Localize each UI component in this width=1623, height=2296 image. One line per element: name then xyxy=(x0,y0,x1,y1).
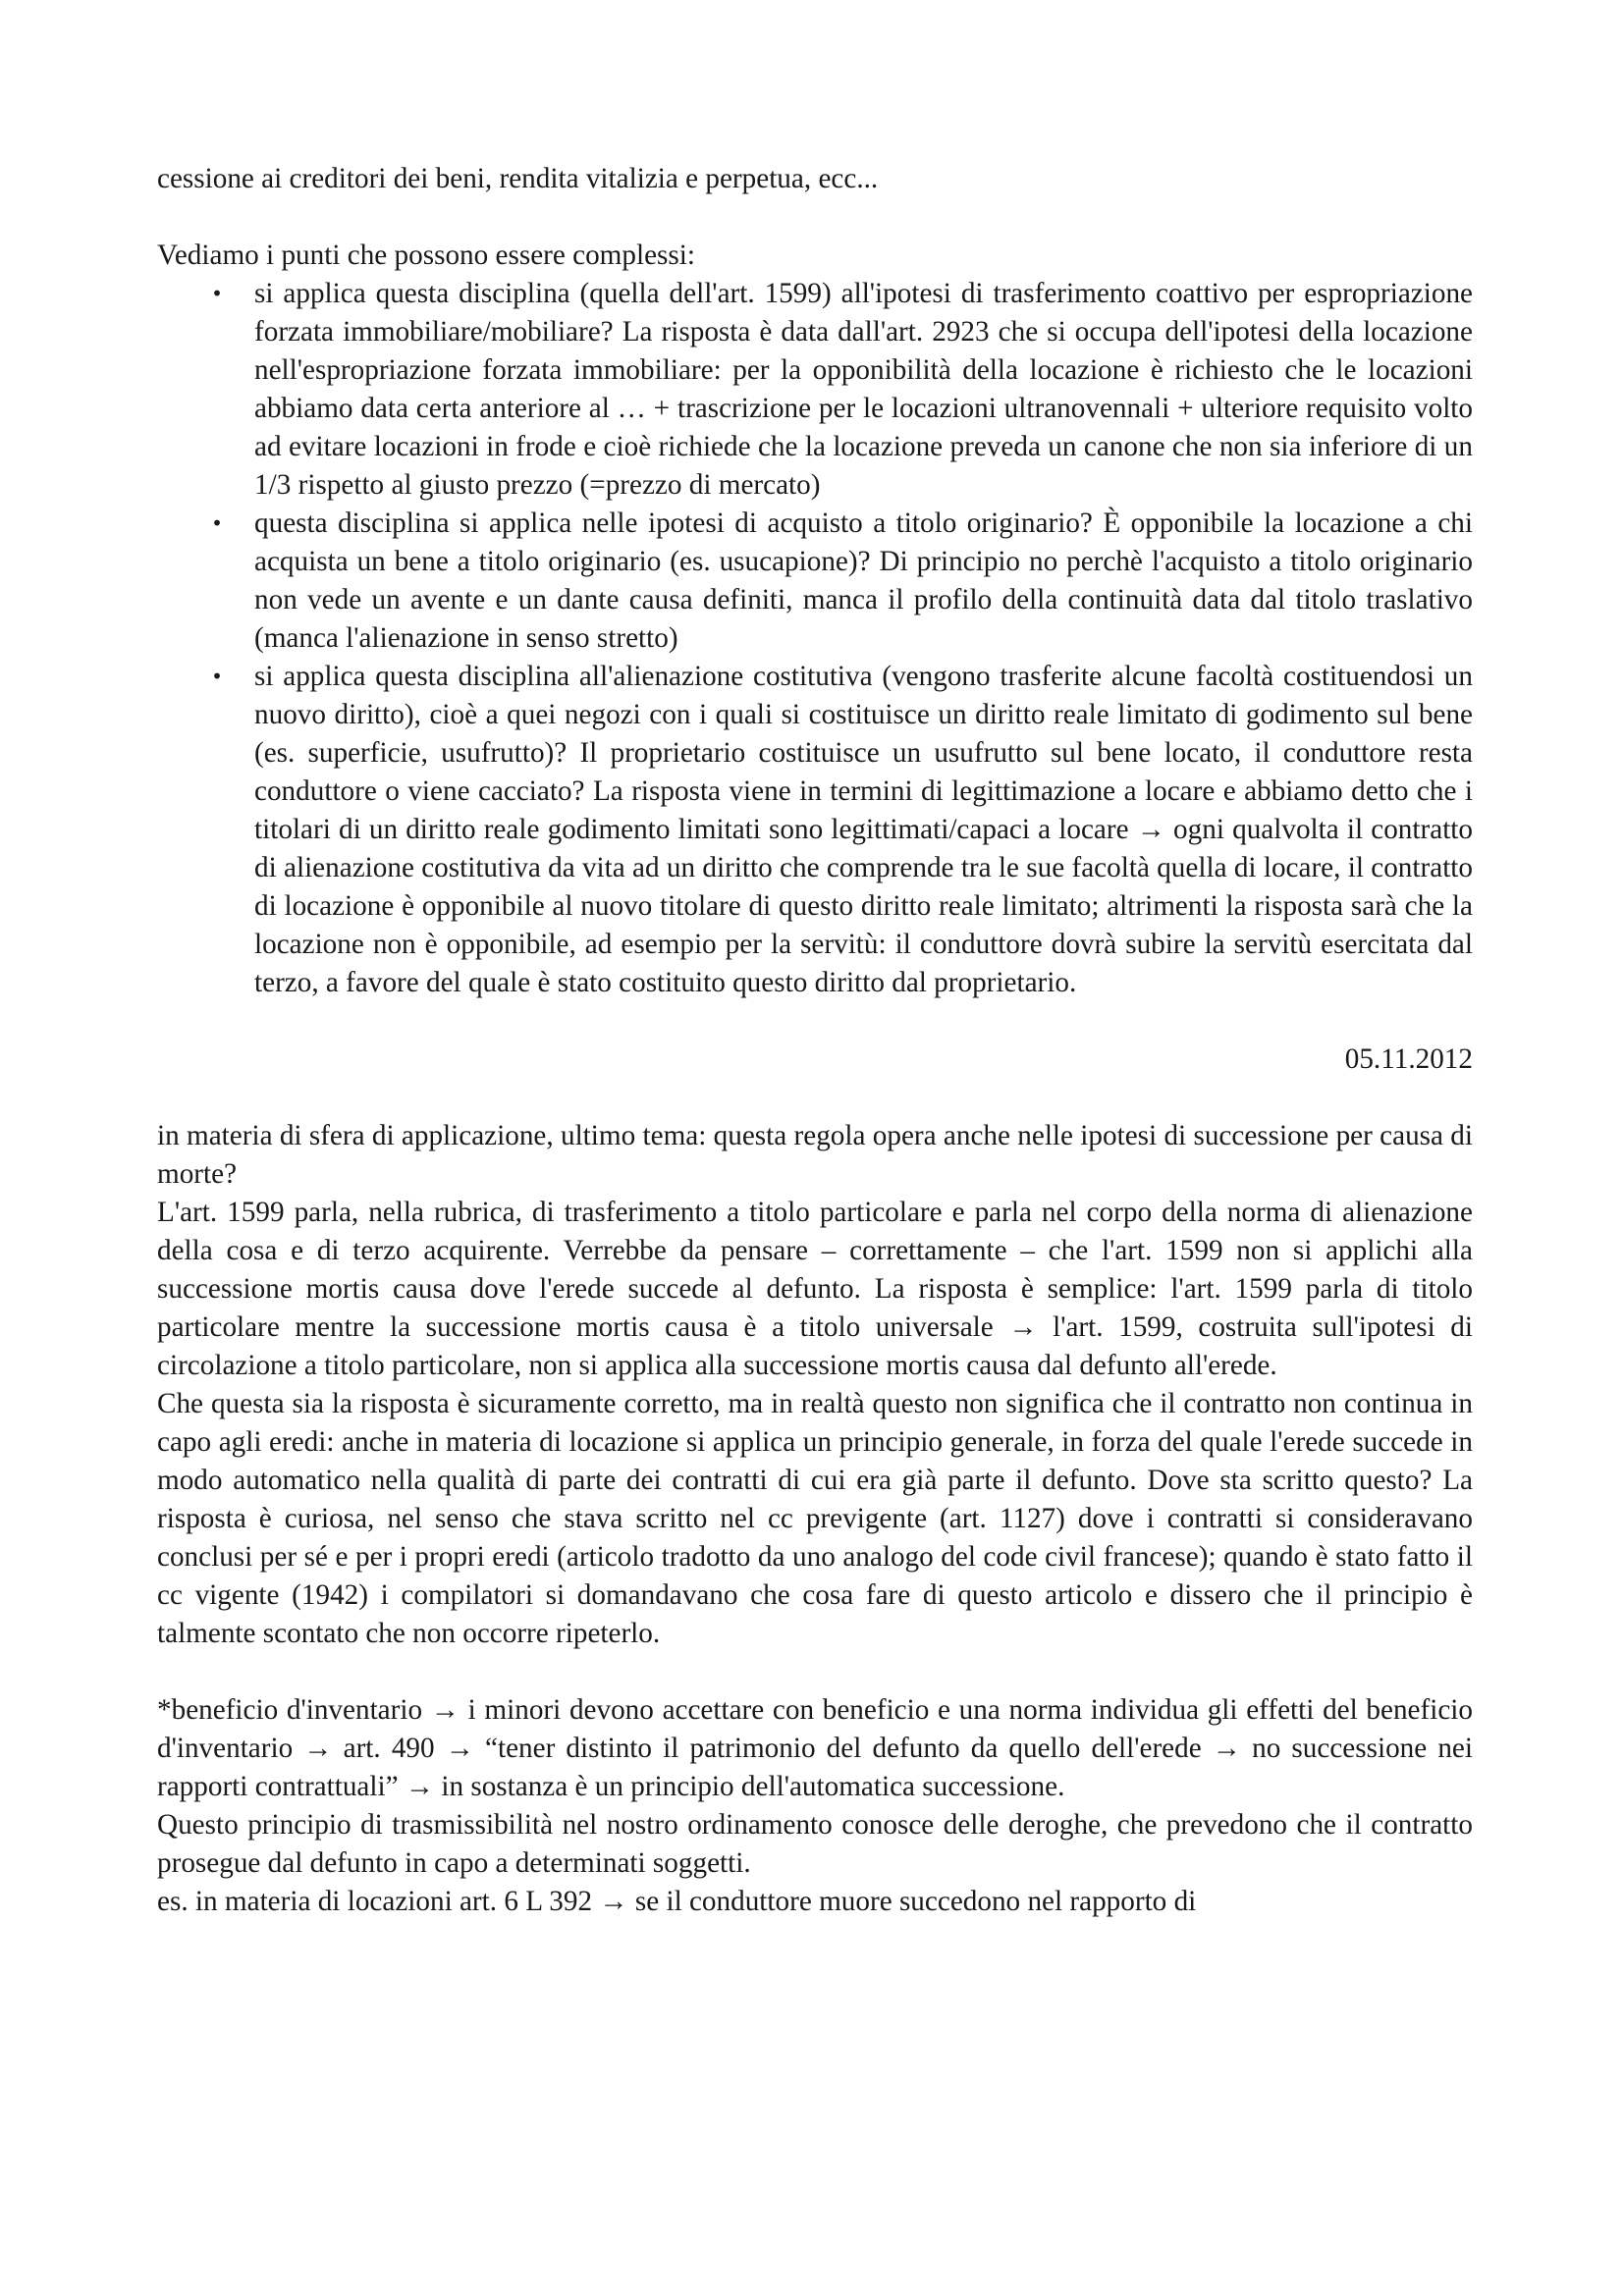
paragraph-application-scope: in materia di sfera di applicazione, ultimo tema: questa regola opera anche nelle ipotesi di successione per causa di morte? xyxy=(157,1120,1473,1190)
bullet-text: si applica questa disciplina all'alienazione costitutiva (vengono trasferite alcune facoltà costituendosi un nuovo diritto), cioè a quei negozi con i quali si costituisce un diritto reale limitato di godimento sul bene (es. superficie, usufrutto)? Il proprietario costituisce un usufrutto sul bene locato, il conduttore resta conduttore o viene cacciato? La risposta viene in termini di legittimazione a locare e abbiamo detto che i titolari di un diritto reale godimento limitati sono legittimati/capaci a locare → ogni qualvolta il contratto di alienazione costitutiva da vita ad un diritto che comprende tra le sue facoltà quella di locare, il contratto di locazione è opponibile al nuovo titolare di questo diritto reale limitato; altrimenti la risposta sarà che la locazione non è opponibile, ad esempio per la servitù: il conduttore dovrà subire la servitù esercitata dal terzo, a favore del quale è stato costituito questo diritto dal proprietario. xyxy=(254,661,1473,998)
paragraph-spacer xyxy=(157,1653,1473,1691)
paragraph-beneficio-inventario: *beneficio d'inventario → i minori devono accettare con beneficio e una norma individua gli effetti del beneficio d'inventario → art. 490 → “tener distinto il patrimonio del defunto da quello dell'erede → no successione nei rapporti contrattuali” → in sostanza è un principio dell'automatica successione. xyxy=(157,1694,1473,1802)
paragraph-spacer xyxy=(157,198,1473,237)
bullet-dot-icon: • xyxy=(211,665,223,688)
bullet-item-expropriation xyxy=(157,275,1473,505)
lecture-date: 05.11.2012 xyxy=(1344,1043,1473,1075)
paragraph-exceptions: Questo principio di trasmissibilità nel nostro ordinamento conosce delle deroghe, che prevedono che il contratto prosegue dal defunto in capo a determinati soggetti. xyxy=(157,1809,1473,1879)
bullet-dot-icon: • xyxy=(211,511,223,535)
bullet-list xyxy=(157,275,1473,1002)
paragraph-general-principle: Che questa sia la risposta è sicuramente corretto, ma in realtà questo non significa che il contratto non continua in capo agli eredi: anche in materia di locazione si applica un principio generale, in forza del quale l'erede succede in modo automatico nella qualità di parte dei contratti di cui era già parte il defunto. Dove sta scritto questo? La risposta è curiosa, nel senso che stava scritto nel cc previgente (art. 1127) dove i contratti si consideravano conclusi per sé e per i propri eredi (articolo tradotto da uno analogo del code civil francese); quando è stato fatto il cc vigente (1942) i compilatori si domandavano che cosa fare di questo articolo e dissero che il principio è talmente scontato che non occorre ripeterlo. xyxy=(157,1388,1473,1649)
bullet-item-constitutive-alienation xyxy=(157,658,1473,1002)
bullet-text: questa disciplina si applica nelle ipotesi di acquisto a titolo originario? È opponibile la locazione a chi acquista un bene a titolo originario (es. usucapione)? Di principio no perchè l'acquisto a titolo originario non vede un avente e un dante causa definiti, manca il profilo della continuità data dal titolo traslativo (manca l'alienazione in senso stretto) xyxy=(254,507,1473,654)
opening-line: cessione ai creditori dei beni, rendita vitalizia e perpetua, ecc... xyxy=(157,163,879,194)
paragraph-art-1599: L'art. 1599 parla, nella rubrica, di trasferimento a titolo particolare e parla nel corpo della norma di alienazione della cosa e di terzo acquirente. Verrebbe da pensare – correttamente – che l'art. 1599 non si applichi alla successione mortis causa dove l'erede succede al defunto. La risposta è semplice: l'art. 1599 parla di titolo particolare mentre la successione mortis causa è a titolo universale → l'art. 1599, costruita sull'ipotesi di circolazione a titolo particolare, non si applica alla successione mortis causa dal defunto all'erede. xyxy=(157,1197,1473,1381)
bullet-item-original-acquisition xyxy=(157,505,1473,658)
bullet-text: si applica questa disciplina (quella dell'art. 1599) all'ipotesi di trasferimento coattivo per espropriazione forzata immobiliare/mobiliare? La risposta è data dall'art. 2923 che si occupa dell'ipotesi della locazione nell'espropriazione forzata immobiliare: per la opponibilità della locazione è richiesto che le locazioni abbiamo data certa anteriore al … + trascrizione per le locazioni ultranovennali + ulteriore requisito volto ad evitare locazioni in frode e cioè richiede che la locazione preveda un canone che non sia inferiore di un 1/3 rispetto al giusto prezzo (=prezzo di mercato) xyxy=(254,278,1473,501)
paragraph-spacer xyxy=(157,1079,1473,1117)
paragraph-spacer xyxy=(157,1002,1473,1041)
document-body xyxy=(157,160,1473,1921)
paragraph-lease-example: es. in materia di locazioni art. 6 L 392 → se il conduttore muore succedono nel rapporto di xyxy=(157,1886,1197,1917)
bullet-list-intro: Vediamo i punti che possono essere complessi: xyxy=(157,240,695,271)
bullet-dot-icon: • xyxy=(211,282,223,305)
